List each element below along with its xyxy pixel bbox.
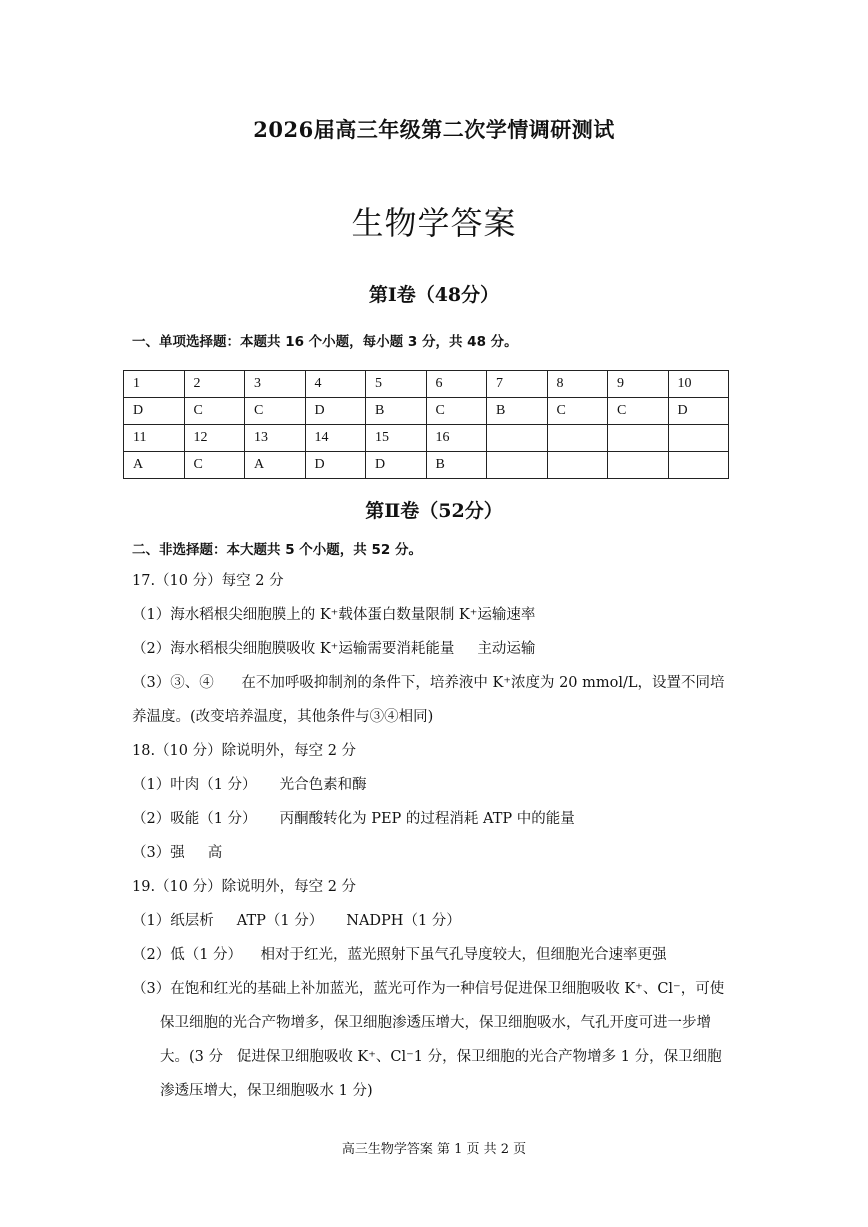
q19-header: 19.（10 分）除说明外，每空 2 分 [132,879,357,895]
answer-table-cell [608,452,669,479]
page-footer: 高三生物学答案 第 1 页 共 2 页 [341,1142,527,1157]
answer-table-cell: D [668,398,729,425]
part2-section-label: 二、非选择题：本大题共 5 个小题，共 52 分。 [132,542,422,558]
answer-table [123,370,729,479]
answer-table-cell: 14 [305,425,366,452]
answer-table-cell: 12 [184,425,245,452]
answer-table-row [124,425,729,452]
q18-answer-3: （3）强 高 [132,845,223,861]
answer-table-cell: A [245,452,306,479]
answer-table-cell: 2 [184,371,245,398]
answer-table-cell: 13 [245,425,306,452]
q17-header: 17.（10 分）每空 2 分 [132,573,284,589]
answer-table-cell [668,425,729,452]
answer-table-cell: C [608,398,669,425]
q18-answer-2: （2）吸能（1 分） 丙酮酸转化为 PEP 的过程消耗 ATP 中的能量 [132,811,575,827]
answer-table-row [124,452,729,479]
answer-table-cell: D [305,452,366,479]
q19-answer-3-cont2: 大。(3 分 促进保卫细胞吸收 K⁺、Cl⁻1 分，保卫细胞的光合产物增多 1 分，保卫细胞 [160,1049,722,1065]
answer-table-row [124,371,729,398]
answer-table-cell: 4 [305,371,366,398]
answer-table-cell: 7 [487,371,548,398]
answer-table-cell: D [305,398,366,425]
answer-table-cell [487,425,548,452]
answer-table-cell: B [426,452,487,479]
q19-answer-3-cont3: 渗透压增大，保卫细胞吸水 1 分) [160,1083,373,1099]
answer-table-cell: C [184,452,245,479]
answer-table-cell: 6 [426,371,487,398]
q19-answer-2: （2）低（1 分） 相对于红光，蓝光照射下虽气孔导度较大，但细胞光合速率更强 [132,947,667,963]
answer-table-cell [668,452,729,479]
q17-answer-3-cont: 养温度。(改变培养温度，其他条件与③④相同) [132,709,434,725]
answer-table-cell: 9 [608,371,669,398]
q18-answer-1: （1）叶肉（1 分） 光合色素和酶 [132,777,367,793]
q19-answer-1: （1）纸层析 ATP（1 分） NADPH（1 分） [132,913,461,929]
exam-title: 2026届高三年级第二次学情调研测试 [253,117,615,142]
q18-header: 18.（10 分）除说明外，每空 2 分 [132,743,357,759]
answer-table-cell: B [366,398,427,425]
answer-table-cell: C [184,398,245,425]
part2-heading: 第Ⅱ卷（52分） [365,500,503,522]
answer-table-cell [487,452,548,479]
q17-answer-2: （2）海水稻根尖细胞膜吸收 K⁺运输需要消耗能量 主动运输 [132,641,536,657]
answer-table-cell: 3 [245,371,306,398]
answer-table-cell: C [547,398,608,425]
answer-table-cell: 16 [426,425,487,452]
q17-answer-3: （3）③、④ 在不加呼吸抑制剂的条件下，培养液中 K⁺浓度为 20 mmol/L，设置不同培 [132,675,725,691]
part1-heading: 第Ⅰ卷（48分） [368,284,500,306]
answer-table-cell: 15 [366,425,427,452]
q17-answer-1: （1）海水稻根尖细胞膜上的 K⁺载体蛋白数量限制 K⁺运输速率 [132,607,536,623]
q19-answer-3-cont1: 保卫细胞的光合产物增多，保卫细胞渗透压增大，保卫细胞吸水，气孔开度可进一步增 [160,1015,711,1031]
answer-table-cell: 11 [124,425,185,452]
answer-table-cell: A [124,452,185,479]
answer-table-cell [608,425,669,452]
answer-table-cell: 10 [668,371,729,398]
answer-table-row [124,398,729,425]
answer-table-cell: C [426,398,487,425]
q19-answer-3: （3）在饱和红光的基础上补加蓝光，蓝光可作为一种信号促进保卫细胞吸收 K⁺、Cl⁻，可使 [132,981,725,997]
answer-table-cell: B [487,398,548,425]
answer-table-cell: D [124,398,185,425]
answer-table-cell: 1 [124,371,185,398]
answer-table-cell [547,452,608,479]
answer-table-cell: D [366,452,427,479]
answer-table-cell [547,425,608,452]
document-title: 生物学答案 [351,204,517,242]
answer-table-cell: C [245,398,306,425]
answer-table-cell: 5 [366,371,427,398]
part1-section-label: 一、单项选择题：本题共 16 个小题，每小题 3 分，共 48 分。 [132,334,518,350]
answer-table-cell: 8 [547,371,608,398]
